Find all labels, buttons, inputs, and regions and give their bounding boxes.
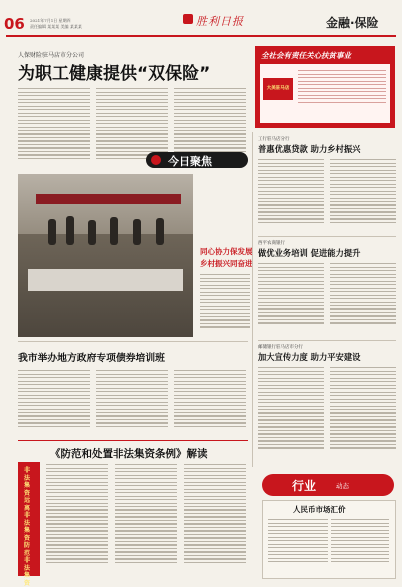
page-header: [0, 0, 402, 44]
kicker-right3: 邮储银行驻马店市分行: [258, 345, 303, 350]
right2-body: [258, 261, 396, 335]
ad-slogan: 全社会有责任关心扶贫事业: [261, 51, 351, 60]
headline-right3: 加大宣传力度 助力平安建设: [258, 352, 361, 362]
meeting-photo: [18, 174, 193, 337]
date-line: 2021年7月1日 星期四: [30, 18, 71, 23]
right2-rule: [258, 236, 396, 237]
masthead: 胜利日报: [196, 15, 244, 28]
masthead-logo-icon: [183, 14, 193, 24]
mid-body: [18, 368, 248, 436]
photo-caption-2: 乡村振兴同奋进: [200, 259, 253, 268]
ad-badge: 大美驻马店: [263, 78, 293, 100]
photo-banner: [36, 194, 181, 204]
right3-body: [258, 365, 396, 465]
bottom-side-panel: [18, 462, 40, 587]
headline-bottom: 《防范和处置非法集资条例》解读: [50, 448, 208, 460]
kicker-right1: 工行驻马店分行: [258, 137, 290, 142]
headline-right2: 做优业务培训 促进能力提升: [258, 248, 361, 258]
industry-news-banner: [262, 474, 394, 496]
bottom-side-text: 非法集资 远离非法集资 防范非法集资: [24, 467, 31, 587]
headline-right1: 普惠优惠贷款 助力乡村振兴: [258, 144, 361, 154]
kicker-main: 人保财险驻马店市分公司: [18, 52, 85, 59]
photo-caption-body: [200, 272, 250, 334]
today-focus-dot-icon: [151, 155, 161, 165]
page-number: 06: [4, 15, 25, 33]
ad-inner-panel: [260, 64, 390, 123]
right-column-rule: [252, 132, 253, 467]
mid-rule: [18, 341, 248, 342]
market-rates-box: [262, 500, 396, 579]
today-focus-label: [146, 152, 248, 168]
today-focus-text: 今日聚焦: [168, 155, 212, 168]
section-title: 金融·保险: [326, 16, 379, 30]
editor-line: 责任编辑 某某某 美编 某某某: [30, 24, 82, 29]
bottom-rule: [18, 440, 248, 441]
bottom-body: [46, 462, 248, 576]
industry-news-sub: 动态: [336, 482, 349, 490]
header-rule: [6, 35, 396, 37]
headline-main: 为职工健康提供“双保险”: [18, 64, 211, 84]
photo-caption-1: 同心协力保发展: [200, 247, 253, 256]
ad-box: [255, 46, 395, 128]
market-rates-title: 人民币市场汇价: [293, 505, 346, 514]
right1-body: [258, 157, 396, 232]
photo-table: [28, 269, 183, 291]
headline-mid: 我市举办地方政府专项债券培训班: [18, 353, 165, 364]
kicker-right2: 西平农商银行: [258, 241, 285, 246]
industry-news-label: 行业: [292, 479, 317, 493]
right3-rule: [258, 340, 396, 341]
